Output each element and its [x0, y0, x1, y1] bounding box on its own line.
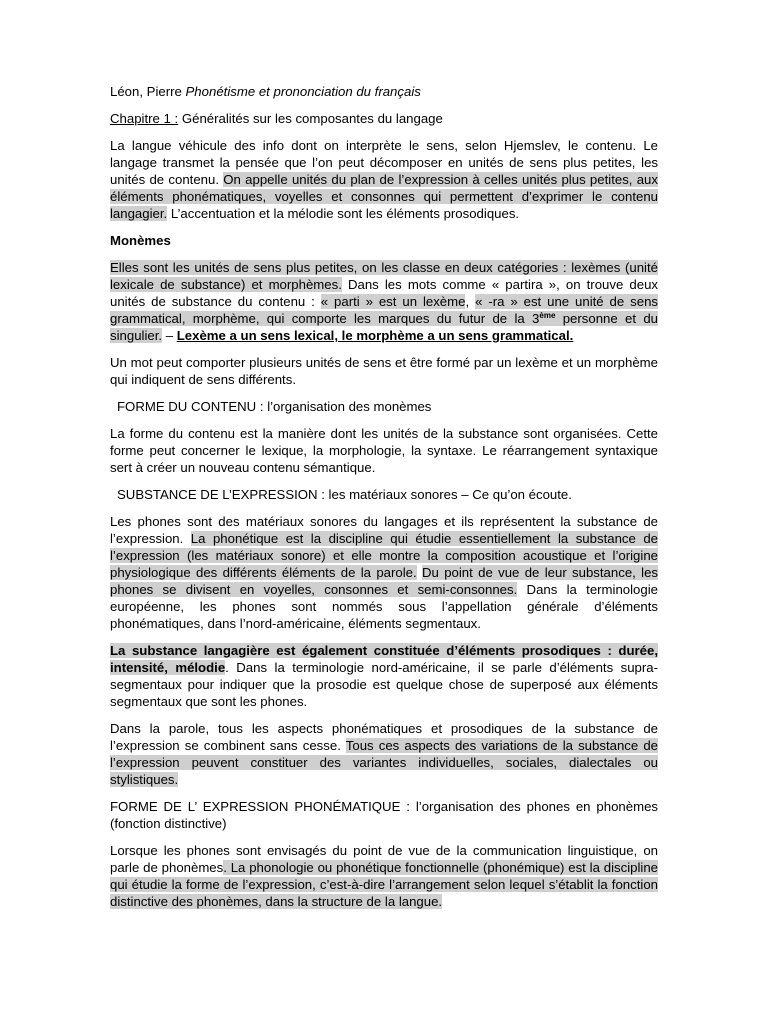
text-run: Les phones sont des matériaux sonores du langages et ils représentent la substance de l’expression. [110, 514, 658, 546]
section-heading-forme-expression [110, 798, 658, 832]
author-name: Léon, Pierre [110, 84, 182, 99]
text-run: Dans la parole, tous les aspects phonématiques et prosodiques de la substance de l’expression se combinent sans cesse. [110, 721, 658, 753]
paragraph-mot: Un mot peut comporter plusieurs unités de sens et être formé par un lexème et un morphème qui indiquent de sens différents. [110, 355, 658, 387]
paragraph-forme-contenu: La forme du contenu est la manière dont les unités de la substance sont organisées. Cette forme peut concerner le lexique, la morphologie, la syntaxe. Le réarrangement syntaxique sert à créer un nouveau contenu sémantique. [110, 426, 658, 475]
paragraph-intro [110, 137, 658, 222]
text-run: « -ra » est une unité de sens grammatical, morphème, qui comporte les marques du futur de la 3 [110, 294, 659, 326]
text-run: . Dans la terminologie nord-américaine, il se parle d’éléments supra-segmentaux pour indiquer que la prosodie est quelque chose de superposé aux éléments segmentaux que sont les phones. [110, 660, 658, 709]
paragraph-phonemes [110, 842, 658, 910]
section-label: FORME DE L’ EXPRESSION PHONÉMATIQUE [110, 799, 401, 814]
highlighted-text: On appelle unités du plan de l’expression à celles unités plus petites, aux éléments phonématiques, voyelles et consonnes qui permettent d’exprimer le contenu langagier. [110, 172, 658, 221]
highlighted-text: Du point de vue de leur substance, les phones se divisent en voyelles, consonnes et semi-consonnes. [110, 565, 659, 597]
text-run: : l’organisation des monèmes [256, 399, 432, 414]
highlighted-text: La phonétique est la discipline qui étudie essentiellement la substance de l’expression (les matériaux sonore) et elle montre la composition acoustique et l’origine physiologique des différents éléments de la parole. [110, 531, 658, 580]
paragraph-prosodie [110, 642, 658, 710]
section-label: SUBSTANCE DE L’EXPRESSION [117, 487, 318, 502]
text-run: personne et du singulier. [110, 311, 658, 343]
reference-line [110, 83, 658, 100]
highlighted-bold-text: La substance langagière est également constituée d’éléments prosodiques : durée, intensité, mélodie [110, 643, 658, 675]
section-heading-forme-contenu [110, 398, 658, 415]
text-run: La langue véhicule des info dont on interprète le sens, selon Hjemslev, le contenu. Le langage transmet la pensée que l’on peut décomposer en unités de sens plus petites, les unités de contenu. [110, 138, 658, 187]
highlighted-text: « parti » est un lexème [320, 294, 466, 309]
chapter-title: Généralités sur les composantes du langage [181, 111, 443, 126]
paragraph-monemes [110, 259, 658, 344]
text-run: – [162, 328, 177, 343]
highlighted-text: Elles sont les unités de sens plus petites, on les classe en deux catégories : lexèmes (unité lexicale de substance) et morphèmes. [110, 260, 658, 292]
text-run: Dans les mots comme « partira », on trouve deux unités de substance du contenu : [110, 277, 658, 309]
section-label: FORME DU CONTENU [117, 399, 257, 414]
book-title: Phonétisme et prononciation du français [185, 84, 421, 99]
text-run: Lorsque les phones sont envisagés du point de vue de la communication linguistique, on parle de phonèmes [110, 843, 658, 875]
text-run: Dans la terminologie européenne, les phones sont nommés sous l’appellation générale d’éléments phonématiques, dans l’nord-américaine, éléments segmentaux. [110, 582, 658, 631]
text-run: : l’organisation des phones en phonèmes (fonction distinctive) [110, 799, 658, 831]
section-heading-substance-expression [110, 486, 658, 503]
text-run: L’accentuation et la mélodie sont les éléments prosodiques. [167, 206, 520, 221]
chapter-label: Chapitre 1 : [110, 111, 179, 126]
superscript: ème [539, 311, 556, 320]
paragraph-parole [110, 720, 658, 788]
paragraph-phones [110, 513, 658, 632]
text-run: : les matériaux sonores – Ce qu’on écoute. [317, 487, 572, 502]
text-run: , [465, 294, 476, 309]
highlighted-text: . La phonologie ou phonétique fonctionnelle (phonémique) est la discipline qui étudie la forme de l’expression, c’est-à-dire l’arrangement selon lequel s’établit la fonction distinctive des phonèmes, dans la structure de la langue. [110, 860, 658, 909]
section-heading-monemes: Monèmes [110, 233, 171, 248]
bold-underlined-text: Lexème a un sens lexical, le morphème a un sens grammatical. [176, 328, 574, 343]
highlighted-text: Tous ces aspects des variations de la substance de l’expression peuvent constituer des variantes individuelles, sociales, dialectales ou stylistiques. [110, 738, 658, 787]
chapter-heading [110, 110, 658, 127]
